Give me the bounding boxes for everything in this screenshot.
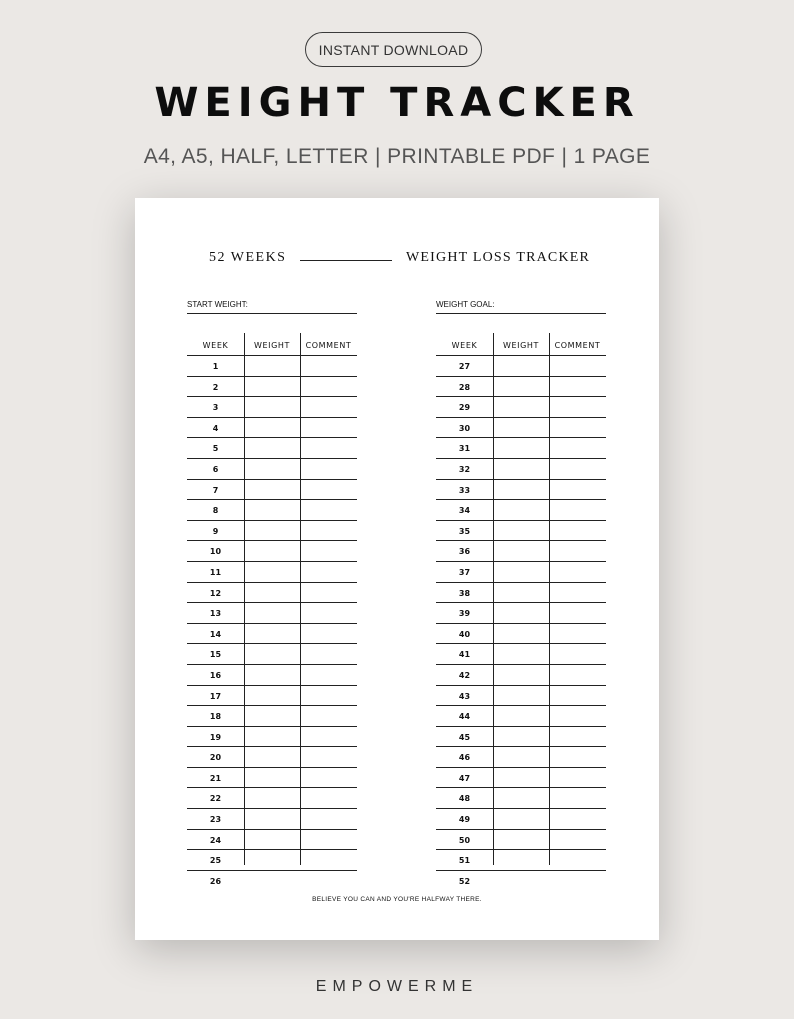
week-number: 40	[458, 629, 471, 639]
week-number: 5	[212, 444, 219, 454]
table-row	[187, 459, 357, 480]
tracker-table-right	[436, 333, 606, 890]
week-number: 18	[209, 712, 222, 722]
table-row	[436, 624, 606, 645]
week-number: 12	[209, 588, 222, 598]
week-number: 45	[458, 732, 471, 742]
table-row	[187, 686, 357, 707]
table-row	[187, 356, 357, 377]
page-title: WEIGHT TRACKER	[154, 80, 640, 126]
table-row	[436, 768, 606, 789]
table-row	[187, 768, 357, 789]
format-subtitle: A4, A5, HALF, LETTER | PRINTABLE PDF | 1 PAGE	[143, 145, 651, 168]
week-number: 13	[209, 609, 222, 619]
table-row	[187, 809, 357, 830]
week-number: 8	[212, 506, 219, 516]
printable-sheet	[135, 198, 659, 940]
week-number: 4	[212, 423, 219, 433]
weight-column-header: WEIGHT	[502, 341, 540, 350]
week-number: 20	[209, 753, 222, 763]
table-row	[436, 521, 606, 542]
table-row	[187, 603, 357, 624]
tracker-table-left	[187, 333, 357, 890]
week-number: 36	[458, 547, 471, 557]
week-number: 19	[209, 732, 222, 742]
week-number: 24	[209, 835, 222, 845]
table-row	[187, 377, 357, 398]
sheet-heading-weeks: 52 WEEKS	[209, 250, 287, 265]
table-row	[187, 438, 357, 459]
table-row	[436, 665, 606, 686]
week-number: 29	[458, 403, 471, 413]
table-row	[187, 480, 357, 501]
week-number: 25	[209, 856, 222, 866]
table-row	[187, 706, 357, 727]
week-number: 11	[209, 567, 222, 577]
table-row	[436, 871, 606, 891]
table-row	[187, 541, 357, 562]
motivational-quote: BELIEVE YOU CAN AND YOU'RE HALFWAY THERE.	[312, 896, 482, 903]
week-number: 51	[458, 856, 471, 866]
week-number: 43	[458, 691, 471, 701]
table-row	[436, 603, 606, 624]
week-number: 44	[458, 712, 471, 722]
week-number: 1	[212, 362, 219, 371]
brand-logo: EMPOWERME	[315, 978, 479, 995]
table-row	[436, 459, 606, 480]
table-row	[187, 583, 357, 604]
sheet-heading-tracker: WEIGHT LOSS TRACKER	[406, 250, 591, 265]
table-row	[187, 562, 357, 583]
table-row	[436, 644, 606, 665]
week-number: 42	[458, 670, 471, 680]
week-number: 41	[458, 650, 471, 660]
table-row	[187, 500, 357, 521]
table-row	[436, 727, 606, 748]
table-row	[436, 747, 606, 768]
week-number: 50	[458, 835, 471, 845]
start-weight-field	[187, 300, 357, 314]
table-row	[187, 727, 357, 748]
table-row	[187, 624, 357, 645]
table-row	[187, 397, 357, 418]
table-row	[436, 830, 606, 851]
weight-goal-label: WEIGHT GOAL:	[436, 300, 495, 309]
weight-column-header: WEIGHT	[253, 341, 291, 350]
table-row	[436, 583, 606, 604]
week-number: 31	[458, 444, 471, 454]
table-row	[436, 480, 606, 501]
comment-column-header: COMMENT	[554, 341, 601, 350]
week-number: 15	[209, 650, 222, 660]
table-row	[187, 644, 357, 665]
week-number: 17	[209, 691, 222, 701]
week-number: 35	[458, 526, 471, 536]
week-number: 27	[458, 362, 471, 371]
table-row	[436, 377, 606, 398]
table-row	[436, 850, 606, 871]
week-number: 48	[458, 794, 471, 804]
week-number: 39	[458, 609, 471, 619]
week-number: 10	[209, 547, 222, 557]
week-column-header: WEEK	[451, 341, 478, 350]
week-number: 37	[458, 567, 471, 577]
comment-column-header: COMMENT	[305, 341, 352, 350]
week-number: 28	[458, 382, 471, 392]
table-row	[436, 562, 606, 583]
week-number: 3	[212, 403, 219, 413]
table-row	[187, 521, 357, 542]
week-number: 14	[209, 629, 222, 639]
table-row	[187, 830, 357, 851]
table-row	[436, 686, 606, 707]
week-number: 38	[458, 588, 471, 598]
table-row	[436, 500, 606, 521]
week-number: 32	[458, 464, 471, 474]
weight-goal-field	[436, 300, 606, 314]
table-row	[436, 788, 606, 809]
week-number: 34	[458, 506, 471, 516]
table-row	[436, 397, 606, 418]
table-row	[436, 706, 606, 727]
heading-divider	[300, 260, 392, 261]
table-header	[187, 333, 357, 356]
week-number: 30	[458, 423, 471, 433]
week-number: 7	[212, 485, 219, 495]
table-row	[187, 418, 357, 439]
table-row	[187, 747, 357, 768]
table-row	[187, 665, 357, 686]
week-number: 16	[209, 670, 222, 680]
table-row	[436, 541, 606, 562]
table-header	[436, 333, 606, 356]
table-row	[436, 809, 606, 830]
week-number: 46	[458, 753, 471, 763]
week-number: 23	[209, 815, 222, 825]
week-number: 2	[212, 382, 219, 392]
week-number: 26	[209, 876, 222, 886]
week-number: 52	[458, 876, 471, 886]
week-number: 21	[209, 773, 222, 783]
week-column-header: WEEK	[202, 341, 229, 350]
week-number: 33	[458, 485, 471, 495]
table-row	[436, 356, 606, 377]
instant-download-badge: INSTANT DOWNLOAD	[305, 32, 482, 67]
week-number: 22	[209, 794, 222, 804]
table-row	[187, 850, 357, 871]
table-row	[187, 871, 357, 891]
table-row	[436, 418, 606, 439]
week-number: 9	[212, 526, 219, 536]
week-number: 49	[458, 815, 471, 825]
start-weight-label: START WEIGHT:	[187, 300, 248, 309]
week-number: 6	[212, 464, 219, 474]
table-row	[187, 788, 357, 809]
week-number: 47	[458, 773, 471, 783]
table-row	[436, 438, 606, 459]
